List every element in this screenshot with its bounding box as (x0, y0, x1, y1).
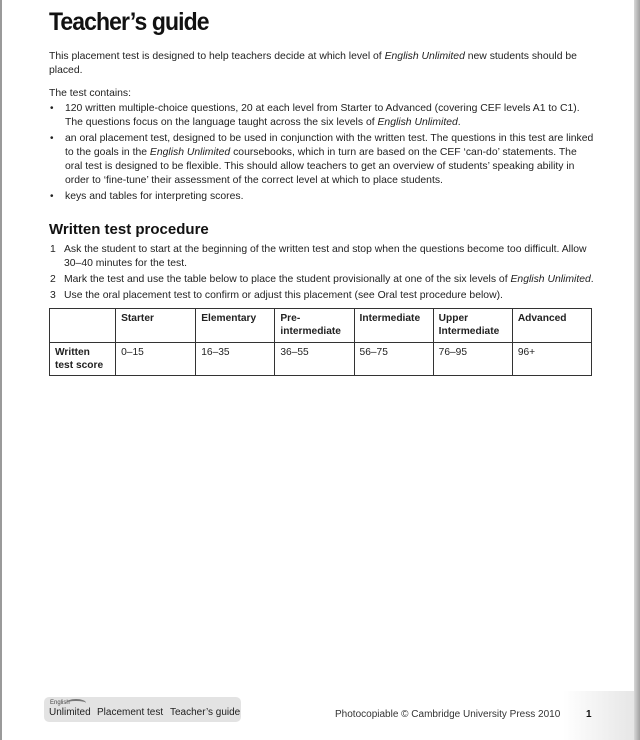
table-header-cell: Elementary (196, 309, 275, 343)
list-item-italic: English Unlimited (149, 147, 231, 158)
table-row-label: Written test score (50, 343, 116, 376)
contents-list (49, 102, 594, 204)
guide-name: Teacher’s guide (170, 707, 241, 718)
step-number: 3 (50, 290, 56, 301)
table-cell: 0–15 (116, 343, 196, 376)
list-item-text-end: coursebooks, which in turn are based on the CEF ‘can-do’ statements. The oral test is designed to be flexible. This should allow teachers to get an overview of students’ speaking ability in order to ‘fine-tune’ their assessment of the correct level at which to place students. (65, 147, 577, 186)
step-item (49, 273, 594, 287)
list-item-italic: English Unlimited (377, 117, 458, 128)
intro-paragraph (49, 50, 594, 78)
procedure-heading: Written test procedure (49, 221, 209, 238)
list-item (49, 102, 594, 130)
page-right-edge (634, 0, 640, 740)
contains-label: The test contains: (49, 88, 132, 99)
page-title: Teacher’s guide (49, 8, 209, 36)
table-row (50, 343, 592, 376)
brand-name: Unlimited (49, 707, 91, 718)
list-item-text: 120 written multiple-choice questions, 20 at each level from Starter to Advanced (covering CEF levels A1 to C1). The questions focus on the language taught across the six levels of (65, 103, 580, 128)
table-cell: 76–95 (433, 343, 512, 376)
table-header-row (50, 309, 592, 343)
step-item (49, 289, 594, 303)
table-cell: 36–55 (275, 343, 354, 376)
list-item-text: keys and tables for interpreting scores. (65, 191, 244, 202)
page-number: 1 (586, 709, 592, 720)
copyright-notice: Photocopiable © Cambridge University Press 2010 (335, 709, 561, 720)
intro-text-end: new students should be placed. (49, 51, 577, 76)
bullet-mark: • (50, 191, 54, 202)
step-text: Mark the test and use the table below to place the student provisionally at one of the six levels of (64, 274, 511, 285)
table-corner-cell (50, 309, 116, 343)
table-cell: 16–35 (196, 343, 275, 376)
list-item-text: an oral placement test, designed to be used in conjunction with the written test. The questions in this test are linked to the goals in the (65, 133, 594, 158)
table-header-cell: Advanced (512, 309, 591, 343)
brand-small-text: English (50, 700, 70, 706)
document-page (49, 6, 594, 376)
step-text: Use the oral placement test to confirm or adjust this placement (see Oral test procedure below). (64, 290, 503, 301)
bullet-mark: • (50, 103, 54, 114)
table-cell: 56–75 (354, 343, 433, 376)
table-header-cell: Intermediate (354, 309, 433, 343)
step-number: 1 (50, 244, 56, 255)
footer-brand-tag (44, 697, 241, 722)
page-number-band (563, 691, 634, 740)
score-table (49, 308, 592, 376)
procedure-steps (49, 243, 594, 303)
intro-italic: English Unlimited (384, 51, 465, 62)
brand-swoosh-icon (66, 699, 86, 707)
step-italic: English Unlimited (510, 274, 591, 285)
step-text-end: . (590, 274, 594, 285)
table-header-cell: Starter (116, 309, 196, 343)
table-cell: 96+ (512, 343, 591, 376)
bullet-mark: • (50, 133, 54, 144)
table-header-cell: Pre- intermediate (275, 309, 354, 343)
list-item (49, 190, 594, 204)
list-item-text-end: . (457, 117, 461, 128)
step-item (49, 243, 594, 271)
step-text: Ask the student to start at the beginning of the written test and stop when the questions become too difficult. Allow 30–40 minutes for the test. (64, 244, 587, 269)
table-header-cell: Upper Intermediate (433, 309, 512, 343)
step-number: 2 (50, 274, 56, 285)
list-item (49, 132, 594, 188)
intro-text: This placement test is designed to help teachers decide at which level of (49, 51, 385, 62)
page-left-edge (0, 0, 2, 740)
product-name: Placement test (97, 707, 164, 718)
